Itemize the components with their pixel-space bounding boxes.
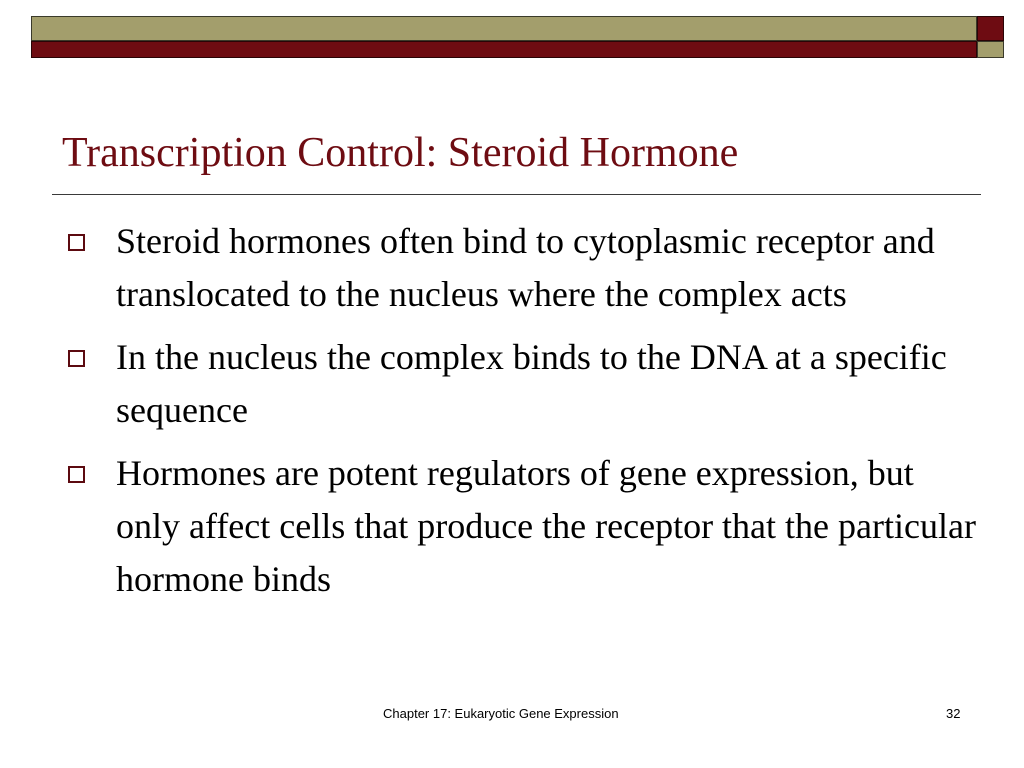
bullet-text: Steroid hormones often bind to cytoplasmic receptor and translocated to the nucleus where the complex acts (116, 221, 935, 314)
bullet-item (62, 215, 982, 321)
bullet-item (62, 331, 982, 437)
hollow-square-icon (68, 466, 85, 483)
footer-chapter-label: Chapter 17: Eukaryotic Gene Expression (383, 706, 619, 721)
title-divider (52, 194, 981, 195)
bullet-item (62, 447, 982, 606)
bullet-list (62, 215, 982, 616)
bullet-text: Hormones are potent regulators of gene expression, but only affect cells that produce the receptor that the particular hormone binds (116, 453, 976, 599)
header-corner-square-maroon (977, 16, 1004, 41)
hollow-square-icon (68, 234, 85, 251)
header-corner-square-olive (977, 41, 1004, 58)
bullet-text: In the nucleus the complex binds to the DNA at a specific sequence (116, 337, 947, 430)
header-band-olive (31, 16, 977, 41)
header-band-maroon (31, 41, 977, 58)
slide-title: Transcription Control: Steroid Hormone (62, 130, 739, 176)
page-number: 32 (946, 706, 961, 721)
hollow-square-icon (68, 350, 85, 367)
